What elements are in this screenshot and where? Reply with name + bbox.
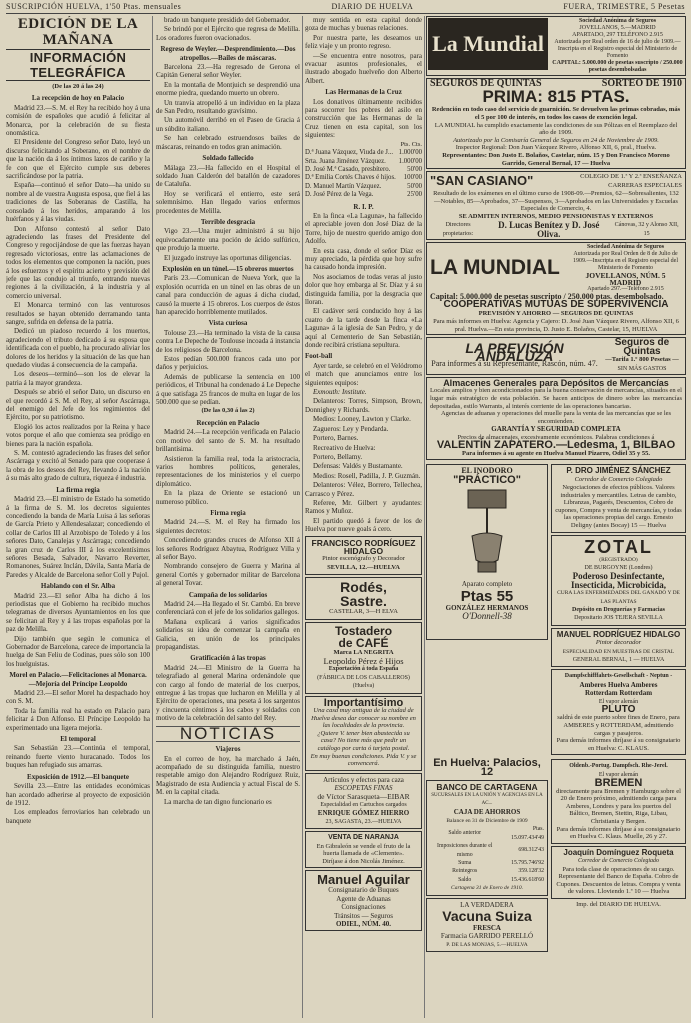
- ad-rodes-sastre: Rodés, Sastre. CASTELAR, 3—H ELVA: [305, 577, 422, 619]
- news-paragraph: Madrid 23.—S. M. el Rey ha recibido hoy á una comisión de españoles que acudió á felicitar al Monarca, por la celebración de su fiesta onomástica.: [6, 103, 150, 138]
- news-headline: Regreso de Weyler.—Desprendimiento.—Dos atropellos.—Bailes de máscaras.: [160, 45, 296, 62]
- news-paragraph: Dijo también que según le comunica el Gobernador de Barcelona, carece de importancia la huelga de San Feliu de Codinas, pues sólo son 100 los huelguistas.: [6, 634, 150, 668]
- edition-title: EDICIÓN DE LA MAÑANA: [17, 16, 139, 48]
- news-paragraph: Medios: Looney, Lawton y Clarke.: [313, 415, 411, 424]
- toilet-illustration-icon: [460, 486, 515, 576]
- news-headline: El temporal: [60, 735, 96, 744]
- news-paragraph: Los deseos—terminó—son los de elevar la patria á la mayor grandeza.: [6, 370, 150, 387]
- news-paragraph: Por nuestra parte, les deseamos un feliz viaje y un pronto regreso.: [305, 33, 422, 51]
- news-paragraph: muy sentida en esta capital donde goza de muchas y buenas relaciones.: [305, 16, 422, 33]
- news-paragraph: En la montaña de Montjuich se desprendió una enorme piedra, quedando muerto un obrero.: [156, 80, 300, 98]
- ad-banco-cartagena: BANCO DE CARTAGENA SUCURSALES EN LA UNIÓN Y AGENCIAS EN LA AC... CAJA DE AHORROS Balance en 31 de Diciembre de 1909 Saldo anterior Ptas. 15.097.434'49 Imposiciones durante el mismo 698.312'43 Suma 15.795.746'92 Reintegros 359.128'32 Saldo 15.436.618'60 Cartagena 31 de Enero de 1910.: [426, 780, 548, 895]
- subscription-outside: FUERA, TRIMESTRE, 5 Pesetas: [563, 2, 685, 11]
- column-1: [6, 16, 150, 1018]
- ads-row-middle: [426, 462, 686, 757]
- news-paragraph: Defensas: Valdés y Bustamante.: [313, 462, 403, 471]
- ad-joaquin-dominguez: Joaquín Domínguez Roqueta Corredor de Comercio Colegiado Para toda clase de operaciones de su cargo. Representante del Banco de España. Cobro de Cupones. Descuentos de letras. Compra y venta de valores. Lloviendo 1.ª 10 — Huelva: [551, 846, 686, 899]
- news-headline: Viajeros: [215, 745, 241, 754]
- news-paragraph: En la plaza de Oriente se estacionó un numeroso público.: [156, 489, 300, 506]
- ad-seguros-quintas: SEGUROS DE QUINTAS SORTEO DE 1910 PRIMA: 815 PTAS. Redención en todo caso del servicio de guarnición. Se devuelven las primas cobradas, más el 5 por 100 de interés, en todos los casos de exención legal. LA MUNDIAL ha cumplido exactamente las condiciones de sus Pólizas en el Reemplazo del año de 1909. Autorizado por la Comisaría General de Seguros en 24 de Noviembre de 1909. Inspector Regional: Don Juan Vázquez Rivero, Alfonso XII, 6, pral., Huelva. Representantes: Don Justo E. Bolaños, Castelar, núm. 15 y Don Francisco Moreno Garrido, General Bernal, 17 — Huelva: [426, 78, 686, 169]
- news-paragraph: brado un banquete presidido del Gobernador.: [164, 16, 291, 24]
- table-row: D.ª Emilia Cortés Chaves é hijos. 100'00: [305, 174, 422, 182]
- notices-heading: NOTICIAS: [179, 723, 277, 743]
- news-paragraph: Después se abrió el señor Dato, un discurso en el que recordó á S. M. el Rey, al señor Ascárraga, del enemigo del Jefe de los regimientos del Ejército, por su patriotismo.: [6, 388, 150, 422]
- ad-tostadero-cafe: Tostadero de CAFÉ Marca LA NEGRITA Leopoldo Pérez é Hijos Exportación á toda España (FÁBRICA DE LOS CABALLEROS) (Huelva): [305, 622, 422, 694]
- ad-importantisimo: Importantísimo Una casa muy antigua de la ciudad de Huelva desea dar conocer su nombre en las localidades de la provincia. ¿Quiere V. tener bien abastecida su casa? No tiene más que pedir un catálogo por carta ó tarjeta postal. En muy buenas condiciones. Pida V. y se convencerá.: [305, 696, 422, 771]
- time-range: (De las 0,30 á las 2): [201, 407, 255, 415]
- balance-table: [430, 825, 544, 884]
- news-paragraph: —Se encuentra entre nosotros, para evacuar asuntos profesionales, el ilustrado abogado huelveño don Alberto Albert.: [305, 51, 422, 85]
- ad-manuel-rodriguez: MANUEL RODRÍGUEZ HIDALGO Pintor decorador ESPECIALIDAD EN MUESTRAS DE CRISTAL GENERAL BERNAL, 1 — HUELVA: [551, 628, 686, 668]
- news-paragraph: Don Alfonso contestó al señor Dato agradeciendo las frases del Presidente del Congreso y regocijándose de que las fuerzas hayan regresado victoriosas, entre las aclamaciones de todos los elementos que componen la nación, pues á los esfuerzos y el espíritu acierto y previsión del jefe que las condujo al triunfo, entrando nuevas regiones á la civilización, á la industria y al comercio universal.: [6, 224, 150, 300]
- table-row: D.ª Juana Vázquez, Viuda de J... 1.000'00: [305, 149, 422, 157]
- table-row: Srta. Juana Jiménez Vázquez. 1.000'00: [305, 157, 422, 165]
- ad-inodoro-practico: EL INODORO "PRÁCTICO" Aparato completo Ptas 55 GONZÁLEZ HERMANOS O'Donnell-38: [426, 464, 548, 640]
- news-paragraph: En la finca «La Laguna», ha fallecido el apreciable joven don José Díaz de la Torre, hijo de nuestro querido amigo don Adolfo.: [305, 211, 422, 246]
- news-headline: Recepción en Palacio: [196, 418, 260, 427]
- news-headline: Las Hermanas de la Cruz: [325, 88, 402, 97]
- news-paragraph: Tolouse 23.—Ha terminado la vista de la causa contra Le Depeche de Toulouse incoada á instancia de los religiosos de Barcelona.: [156, 328, 300, 354]
- section-title: INFORMACIÓN TELEGRÁFICA: [6, 49, 150, 81]
- column-rule: [302, 16, 303, 1018]
- news-paragraph: Madrid 24.—El Ministro de la Guerra ha telegrafiado al general Marina ordenándole que con cargo al fondo de material de los cuerpos, entregue á las tropas que lucharon en Melilla y al Ejército de operaciones, una peseta á los sargentos y cincuenta céntimos á los cabos y soldados con motivo de la celebración del santo del Rey.: [156, 663, 300, 723]
- news-paragraph: Los donativos últimamente recibidos para socorrer los pobres del asilo en construcción que las Hermanas de la Cruz tienen en esta capital, son los siguientes:: [305, 97, 422, 140]
- news-paragraph: España—continuó el señor Dato—ha unido su nombre al de vuestra Augusta esposa, que fiel á las tradiciones de las Soberanas de Castilla, ha consolado á los heridos, amparando á los huérfanos y á las viudas.: [6, 181, 150, 224]
- la-mundial-logo: La Mundial: [428, 18, 548, 70]
- donations-header: Pts. Cts.: [400, 140, 422, 148]
- ad-manuel-aguilar: Manuel Aguilar Consignatario de Buques Agente de Aduanas Consignaciones Tránsitos — Seguros ODIEL, NÚM. 40.: [305, 870, 422, 931]
- news-headline: Soldado fallecido: [202, 154, 254, 163]
- news-paragraph: Portero, Bellamy.: [313, 452, 363, 461]
- news-headline: La recepción de hoy en Palacio: [31, 94, 125, 103]
- news-paragraph: Sevilla 23.—Entre las entidades económicas han acordado adherirse al proyecto de exposición de 1912.: [6, 782, 150, 807]
- ad-escopetas: Artículos y efectos para caza ESCOPETAS FINAS de Víctor Sarasqueta—EIBAR Especialidad en Cartuchos cargados ENRIQUE GÓMEZ HIERRO 23, SAGASTA, 23.—HUELVA: [305, 773, 422, 829]
- ad-pedro-jimenez: P. DRO JIMÉNEZ SÁNCHEZ Corredor de Comercio Colegiado Negociaciones de efectos públicos. Valores industriales y mercantiles. Letras de cambio, Libranzas, Pagarés, Descuentos, Cobro de cupones, Compra y venta de mercancías, y todas las operaciones propias del cargo. Ernesto Deligny (antes Bocay) 15 — Huelva: [551, 464, 686, 532]
- subscription-huelva: SUSCRIPCIÓN HUELVA, 1'50 Ptas. mensuales: [6, 2, 182, 11]
- news-paragraph: Se brindó por el Ejército que regresa de Melilla. Los oradores fueron ovacionados.: [156, 25, 300, 42]
- table-row: D. Manuel Martín Vázquez. 50'00: [305, 182, 422, 190]
- news-paragraph: Zagueros: Ley y Pendarda.: [313, 424, 389, 433]
- news-paragraph: Referee, Mr. Gilbert y ayudantes: Ramos y Muñoz.: [305, 498, 422, 516]
- column-rule: [152, 16, 153, 1018]
- news-headline: Campaña de los solidarios: [188, 590, 268, 599]
- news-paragraph: Madrid 23.—El ministro de Estado ha sometido á la firma de S. M. los decretos siguientes concediendo la banda de María Luisa á las señoras de García Prieto y Allendesalazar; concediendo el collar de Carlos III al Arzobispo de Toledo y á los señores Dato, Canalejas y Ascárraga; concediendo la gran cruz de Carlos III á los excelentísimos señores Besada, Salvador, Navarro Reverter, Romanones, Suárez Inclán, Dávila, Santa María de Paredes y Alcalde de Barcelona señor Coll y Pujol.: [6, 495, 150, 579]
- news-paragraph: Madrid 24.—S. M. el Rey ha firmado los siguientes decretos:: [156, 518, 300, 535]
- news-paragraph: Barcelona 23.—Ha regresado de Gerona el Capitán General señor Weyler.: [156, 63, 300, 80]
- news-paragraph: Málaga 23.—Ha fallecido en el Hospital el soldado Juan Calderón del batallón de cazadores de Cataluña.: [156, 163, 300, 189]
- news-paragraph: Ayer tarde, se celebró en el Velódromo el match que anunciamos entre los siguientes equipos:: [305, 361, 422, 387]
- column-rule: [424, 16, 425, 1018]
- table-row: Imposiciones durante el mismo 698.312'43: [437, 843, 544, 858]
- news-paragraph: Dedicó un piadoso recuerdo á los muertos, agradeciendo el tributo dedicado á su esposa que identificada con el pueblo, ha procurado aliviar los dolores de los heridos y la situación de las que han quedado viudas á consecuencia de la campaña.: [6, 327, 150, 369]
- news-paragraph: Los empleados ferroviarios han celebrado un banquete: [6, 808, 150, 825]
- news-paragraph: Se han celebrado estruendosos bailes de máscaras, reinando en todos gran animación.: [156, 134, 300, 151]
- table-row: D. José Pérez de la Vega. 25'00: [305, 191, 422, 199]
- news-paragraph: Hoy se verificará el entierro, este será solemnísimo. Han llegado varios enfermos procedentes de Melilla.: [156, 189, 300, 215]
- ad-almacenes: Almacenes Generales para Depósitos de Mercancías Locales amplios y bien acondicionados para la buena conservación de mercancías, situados en el lugar más estratégico de esta población. Se hacen anticipos de dinero sobre las mercancías depositadas, estilo Warrants, al interés corriente de las operaciones bancarias. Agencias de aduanas y operaciones del muelle para la venta de las mercancías que se les encomienden. GARANTÍA Y SEGURIDAD COMPLETA Precios de almacenajes, excesivamente económicos. Palabras condiciones á VALENTÍN ZAPATERO.—Ledesma, 1, BILBAO Para informes á su agente en Huelva Manuel Pizarro, Odiel 35 y 55.: [426, 377, 686, 460]
- news-paragraph: Además de publicarse la sentencia en 100 periódicos, el Tribunal ha condenado á Le Depeche á que satisfaga 25 francos de multa en lugar de los 500.000 que se pedían.: [156, 372, 300, 407]
- news-headline: Hablando con el Sr. Alba: [40, 582, 116, 591]
- ad-rodriguez-hidalgo: FRANCISCO RODRÍGUEZ HIDALGO Pintor escenógrafo y Decorador SEVILLA, 12.—HUELVA: [305, 536, 422, 576]
- table-row: Suma 15.795.746'92: [458, 859, 544, 866]
- team-name: Exmouth: Institute.: [313, 388, 367, 397]
- news-paragraph: Delanteros: Torres, Simpson, Brown, Donnighey y Richards.: [305, 397, 422, 414]
- printer-imprint: Imp. del DIARIO DE HUELVA.: [576, 901, 661, 908]
- ad-neptun: Dampfschifffahrts-Gesellschaft - Neptun - Amberes Huelva Amberes Rotterdam Rotterdam El vapor alemán PLUTO saldrá de este puerto sobre fines de Enero, para AMBERES y ROTTERDAM, admitiendo cargas y pasajeros. Para demás informes diríjase á su consignatario en Huelva: C. KLAUS.: [551, 669, 686, 755]
- news-paragraph: Madrid 24.—Ha llegado el Sr. Cambó. En breve conferenciará con el jefe de los solidarios gallegos.: [156, 600, 300, 617]
- news-paragraph: El juzgado instruye las oportunas diligencias.: [164, 253, 292, 262]
- ad-zotal: ZOTAL (REGISTRADO) DE BURGOYNE (Londres) Poderoso Desinfectante, Insecticida, Microbicida, CURA LAS ENFERMEDADES DEL GANADO Y DE LAS PLANTAS Depósito en Droguerías y Farmacias Depositario JOS TEJERA SEVILLA: [551, 535, 686, 626]
- table-row: Saldo 15.436.618'60: [458, 876, 544, 883]
- ad-vacuna-suiza: LA VERDADERA Vacuna Suiza FRESCA Farmacia GARRIDO PERELLÓ P. DE LAS MONJAS, 5.—HUELVA: [426, 898, 548, 953]
- news-paragraph: Toda la familia real ha estado en Palacio para felicitar á Don Alfonso. El Príncipe Leopoldo ha experimentado una ligera mejoría.: [6, 706, 150, 732]
- news-headline: Exposición de 1912.—El banquete: [27, 772, 129, 781]
- news-paragraph: El partido quedó á favor de los de Huelva por nueve goals á cero.: [305, 516, 422, 534]
- news-paragraph: Vigo 23.—Una mujer administró á su hijo equivocadamente una poción de ácido sulfúrico, que produjo la muerte.: [156, 227, 300, 253]
- paper-name: DIARIO DE HUELVA: [331, 2, 414, 11]
- news-headline: R. I. P.: [353, 202, 374, 211]
- news-headline: Morel en Palacio.—Felicitaciones al Monarca.—Mejoría del Príncipe Leopoldo: [9, 671, 147, 688]
- news-paragraph: San Sebastián 23.—Continúa el temporal, reinando fuerte viento huracanado. Todos los buques han refugiado sus amarras.: [6, 744, 150, 770]
- news-headline: La firma regia: [56, 485, 100, 494]
- table-row: D. José M.ª Casado, presbítero. 50'00: [305, 165, 422, 173]
- table-row: Saldo anterior Ptas. 15.097.434'49: [448, 826, 544, 841]
- page-header: [6, 2, 685, 14]
- news-paragraph: Un tranvía atropelló á un individuo en la plaza de San Pedro, resultando gravísimo.: [156, 98, 300, 116]
- column-4-ads: [426, 16, 686, 1018]
- news-paragraph: S. M. contestó agradeciendo las frases del señor Ascárraga y excitó al Senado para que cooperase á la obra de los deseos del Rey, llevando á la nación á su más alto grado de cultura, riqueza é industria.: [6, 449, 150, 483]
- column-3: [305, 16, 422, 1018]
- news-paragraph: La marcha de tan digno funcionario es: [164, 797, 272, 806]
- ad-prevision-andaluza: LA PREVISIÓN ANDALUZA Para informes á su Representante, Rascón, núm. 47. Seguros de Quintas —Tarifa 1.º 800 Pesetas — SIN MÁS GASTOS: [426, 337, 686, 375]
- news-paragraph: El cadáver será conducido hoy á las cuatro de la tarde desde la finca «La Laguna» á la iglesia de San Pedro, y de aquí al Cementerio de San Sebastián, donde recibirá cristiana sepultura.: [305, 307, 422, 350]
- news-paragraph: Nombrando consejero de Guerra y Marina al general Cortés y gobernador militar de Barcelona al general Tovar.: [156, 562, 300, 588]
- news-paragraph: París 23.—Comunican de Nueva York, que la explosión ocurrida en un túnel en las obras de un canal para conducción de aguas á dicha ciudad, causó la muerte á 15 obreros. Los cuerpos de éstos han aparecido horriblemente mutilados.: [156, 274, 300, 316]
- news-paragraph: Portero, Barnes.: [313, 434, 359, 443]
- news-paragraph: En esta casa, donde el señor Díaz es muy apreciado, la pérdida que hoy sufre ha causado honda impresión.: [305, 246, 422, 272]
- time-range: (De las 20 á las 24): [52, 83, 104, 90]
- news-paragraph: Delanteros: Vélez, Borrero, Tellechea, Carrasco y Pérez.: [305, 481, 422, 498]
- news-paragraph: En el correo de hoy, ha marchado á Jaén, acompañado de su distinguida familia, nuestro respetable amigo don Alejandro Rodríguez Ruiz, Magistrado de esta Audiencia y actual Fiscal de S. M. en la capital citada.: [156, 754, 300, 797]
- ad-oldenburg: Oldenb.-Portug. Dampfsch. Rhe-Jerel. El vapor alemán BREMEN directamente para Bremen y Hamburgo sobre el 20 de Enero próximo, admitiendo carga para Amberes, Londres y para los puertos del Báltico, Bremen, Stettin, Riga, Libau, Christiania y Bergen. Para demás informes diríjase á su consignatario en Huelva C. Klaus. Muelle, 26 y 27.: [551, 759, 686, 843]
- news-paragraph: Madrid 23.—El señor Morel ha despachado hoy con S. M.: [6, 689, 150, 706]
- ad-la-mundial-top: La Mundial Sociedad Anónima de Seguros JOVELLANOS, 5.—MADRID APARTADO, 297 TELÉFONO 2.915 Autorizada por Real orden de 16 de julio de 1909.—Inscripta en el Registro especial del Ministerio de Fomento CAPITAL: 5.000.000 de pesetas suscripto / 250.000 pesetas desembolsadas: [426, 16, 686, 76]
- news-headline: Gratificación á las tropas: [190, 654, 266, 663]
- table-row: Reintegros 359.128'32: [452, 868, 544, 875]
- news-paragraph: Elogió los actos realizados por la Reina y hace votos porque el año que comienza sea pródigo en bienes para la nación española.: [6, 422, 150, 448]
- news-paragraph: Un automóvil derribó en el Paseo de Gracia á un súbdito italiano.: [156, 116, 300, 133]
- ad-san-casiano: "SAN CASIANO" COLEGIO DE 1.ª Y 2.ª ENSEÑANZA CARRERAS ESPECIALES Resultado de los exámenes en el último curso de 1908-09.—Premios, 62—Sobresalientes, 132—Notables, 85—Aprobados, 37—Suspensos, 3—Aprobados en las Universidades y Escuelas Especiales de Comercio, 4. SE ADMITEN INTERNOS, MEDIO PENSIONISTAS Y EXTERNOS Directores propietarios: D. Lucas Benítez y D. José Oliva. Cánovas, 32 y Alonso XII, 15: [426, 171, 686, 240]
- news-paragraph: Madrid 24.—La recepción verificada en Palacio con motivo del santo de S. M. ha resultado brillantísima.: [156, 428, 300, 454]
- news-paragraph: Estos pedían 500.000 francos cada uno por daños y perjuicios.: [156, 355, 300, 372]
- news-paragraph: Asistieron la familia real, toda la aristocracia, varios hombres políticos, generales, representaciones de los ministerios y el cuerpo diplomático.: [156, 454, 300, 488]
- ad-naranja: VENTA DE NARANJA En Gibraleón se vende el fruto de la huerta llamada de «Clemente». Diríjase á don Nicolás Jiménez.: [305, 831, 422, 868]
- news-paragraph: Concediendo grandes cruces de Alfonso XII á los señores Rodríguez Abaytua, Rodríguez Villa y al señor Bayo.: [156, 536, 300, 561]
- column-2: [156, 16, 300, 1018]
- news-headline: Vista curiosa: [208, 319, 248, 328]
- news-headline: Terrible desgracia: [200, 217, 256, 226]
- news-paragraph: El Presidente del Congreso señor Dato, leyó un discurso felicitando al Soberano, en el nombre de que la nación da á los íntimos lazos de cariño y la fe con que el Ejército cumple sus deberes sacrificándose por la patria.: [6, 138, 150, 181]
- ads-row-bottom: [426, 757, 686, 954]
- donations-table: [305, 149, 422, 199]
- huelva-address: En Huelva: Palacios, 12: [433, 757, 541, 778]
- news-headline: Firma regia: [210, 508, 246, 517]
- news-paragraph: Madrid 23.—El señor Alba ha dicho á los periodistas que el Gobierno ha recibido muchos telegramas de diversos Ayuntamientos en los que se felicitan al Rey y á las tropas españolas por la paz de Melilla.: [6, 591, 150, 634]
- news-headline: Foot-ball: [305, 352, 333, 361]
- news-paragraph: El Monarca terminó con las venturosos resultados se hayan obtenido derramando tanta sangre, sufrida en defensa de la patria.: [6, 301, 150, 326]
- news-paragraph: Medios: Rosell, Padilla, J. P. Guzmán.: [313, 471, 421, 480]
- ad-la-mundial-2: LA MUNDIAL Sociedad Anónima de Seguros Autorizada por Real Orden de 8 de Julio de 1909.—Inscripta en el Registro especial del Ministerio de Fomento JOVELLANOS, NÚM. 5 MADRID Apartado 297.—Teléfono 2.915 Capital: 5.000.000 de pesetas suscripto / 250.000 ptas. desembolsado. COOPERATIVAS MUTUAS DE SUPERVIVENCIA PREVISIÓN Y AHORRO — SEGUROS DE QUINTAS Para más informes en Huelva: Agencia y Cajero: D. José Juan Vázquez Rivero, Alfonso XII, 6 pral. Huelva.—En esta provincia, D. Justo E. Bolaños, Castelar, 15, HUELVA: [426, 242, 686, 335]
- news-headline: Explosión en un túnel.—15 obreros muertos: [162, 264, 294, 273]
- news-paragraph: Nos asociamos de todas veras al justo dolor que hoy embarga al Sr. Díaz y á su distinguida familia, por la desgracia que lloran.: [305, 272, 422, 306]
- team-name: Recreativo de Huelva:: [313, 443, 376, 452]
- news-paragraph: Mañana explicará á varios significados solidarios su idea de comenzar la campaña en Galicia, en unión de los principales propagandistas.: [156, 617, 300, 652]
